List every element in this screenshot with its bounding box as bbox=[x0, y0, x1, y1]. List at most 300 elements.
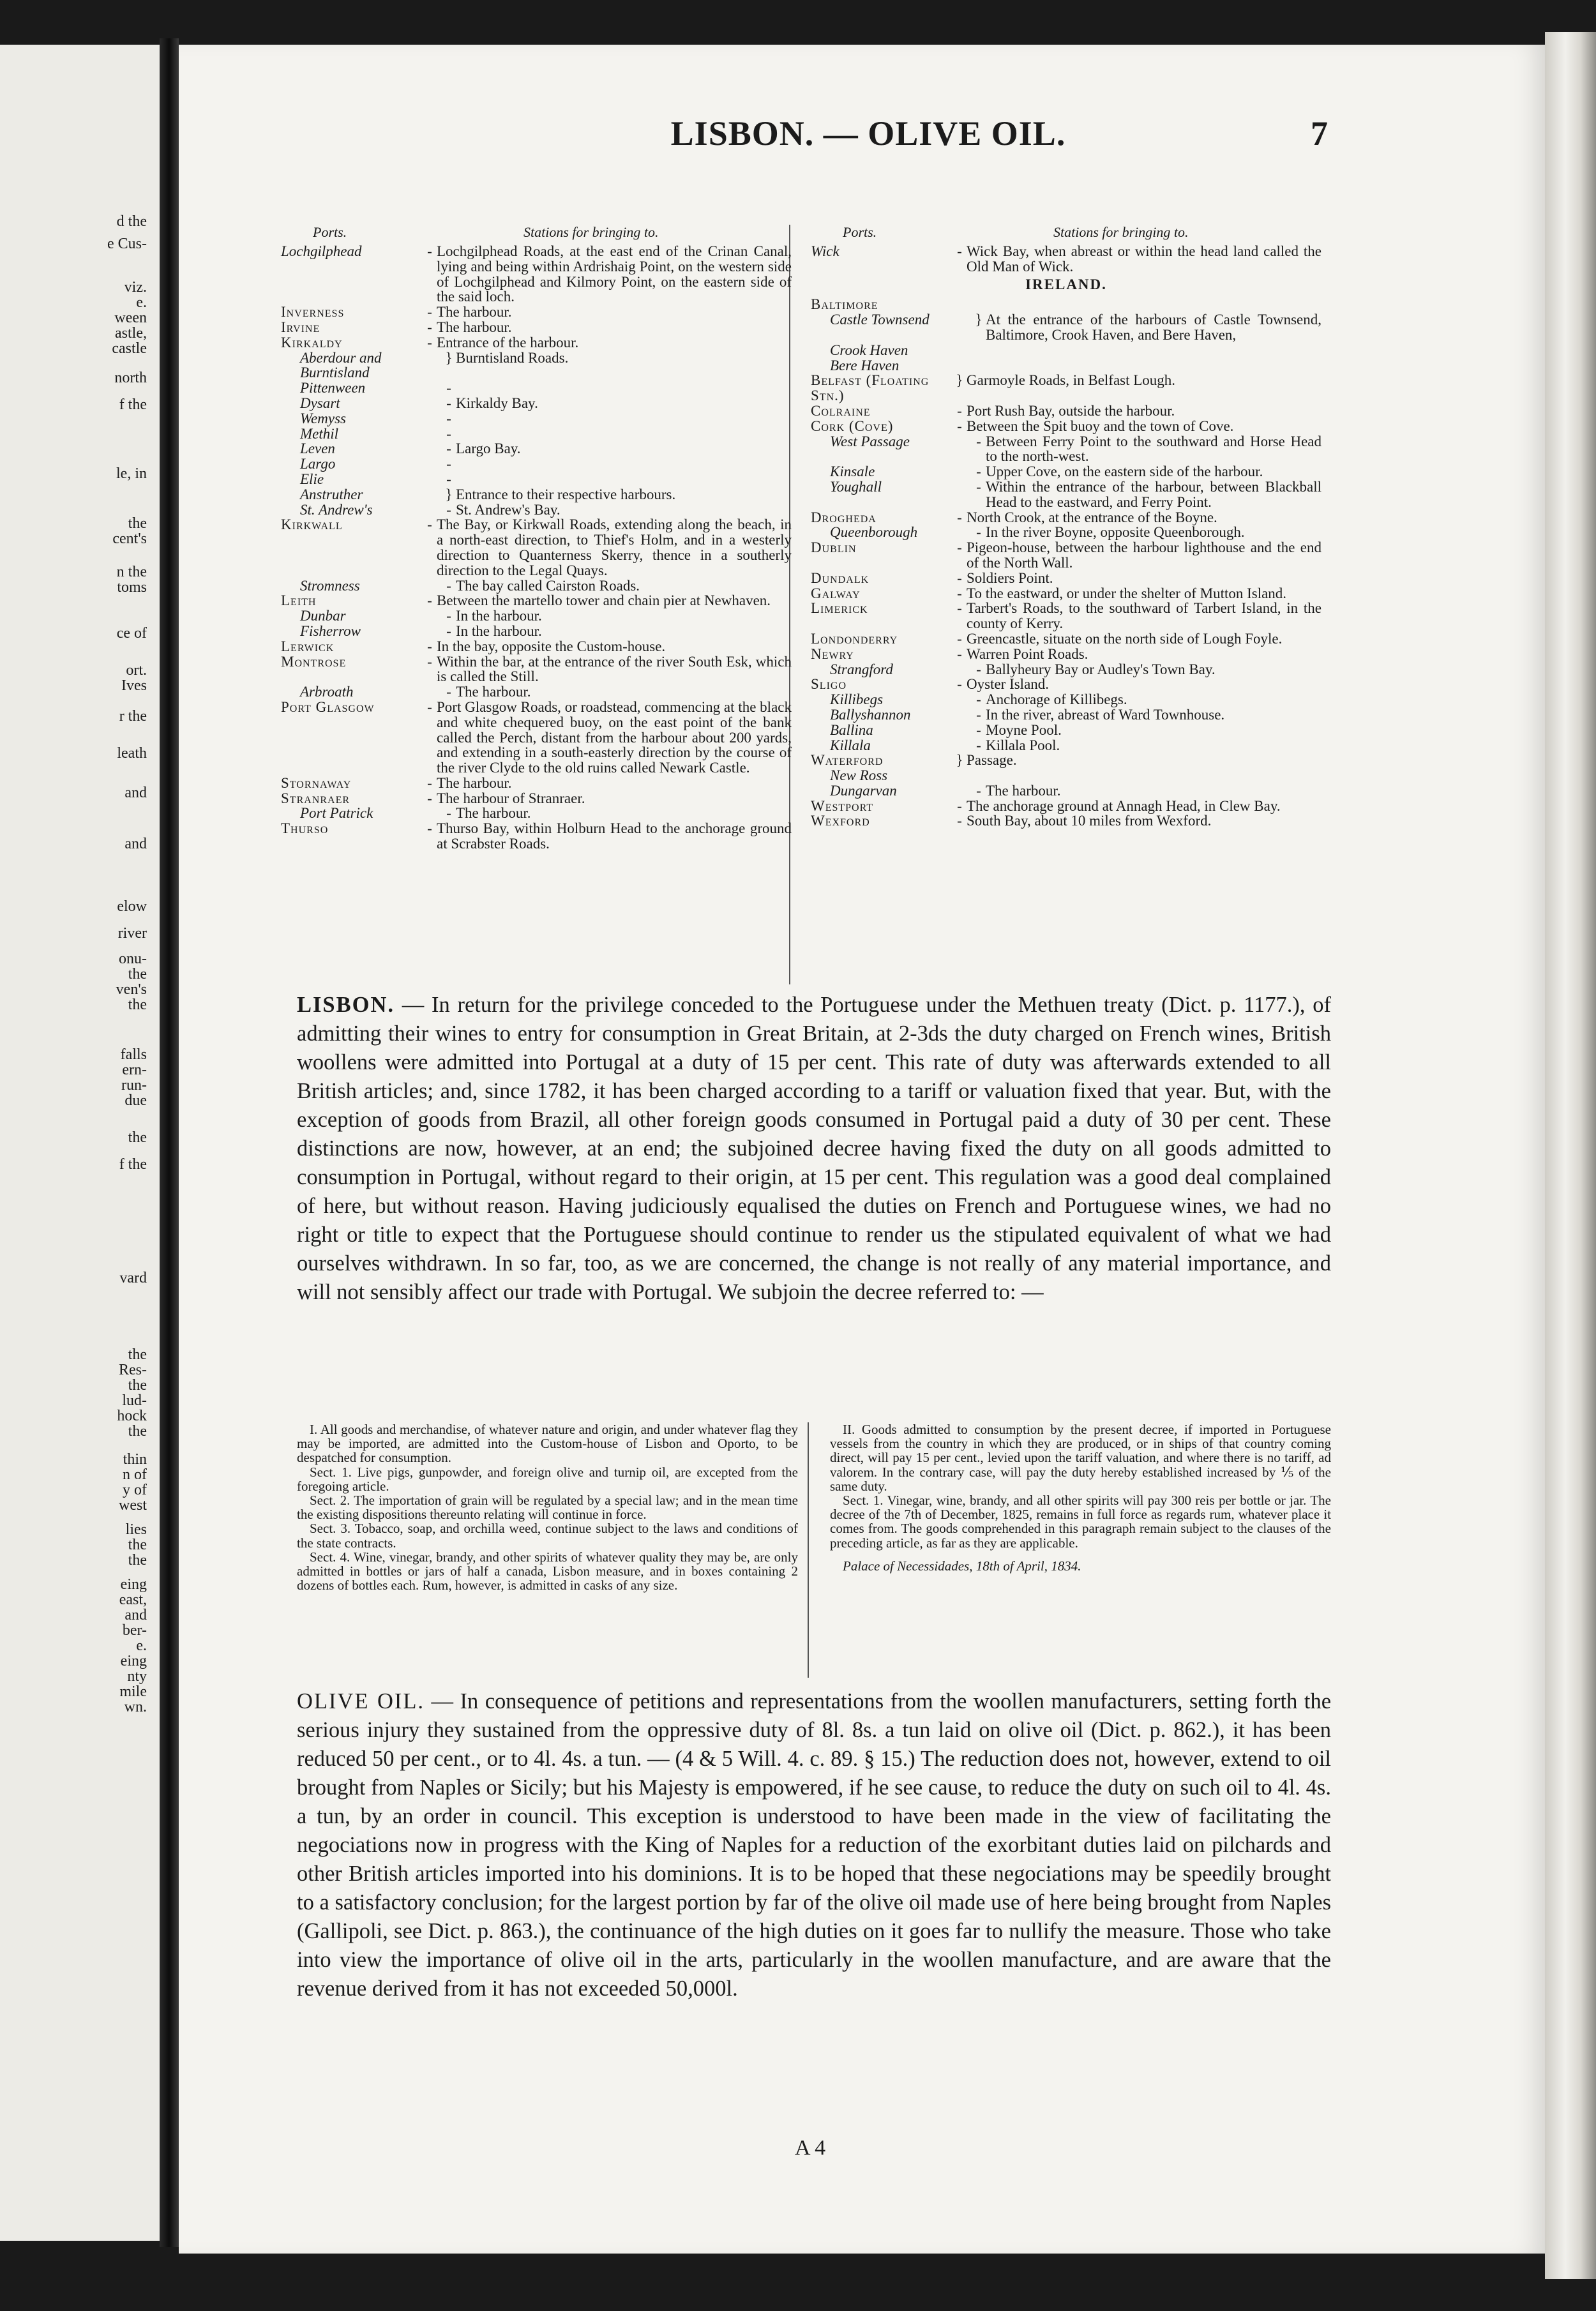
port-separator: - bbox=[446, 425, 451, 442]
port-name: Youghall bbox=[830, 478, 882, 495]
ports-table bbox=[281, 225, 1321, 984]
station-text: In the river, abreast of Ward Townhouse. bbox=[986, 706, 1225, 723]
port-row bbox=[281, 335, 792, 350]
left-page-fragment: n the bbox=[116, 564, 147, 580]
port-separator: - bbox=[446, 805, 451, 822]
left-page-fragment: north bbox=[114, 370, 147, 386]
port-name: Fisherrow bbox=[300, 622, 361, 639]
port-name: Sligo bbox=[811, 676, 847, 693]
station-text: The harbour of Stranraer. bbox=[437, 790, 585, 806]
station-text: Lochgilphead Roads, at the east end of the Crinan Canal, lying and being within Ardrishaig Point, on the western side of Lochgilphead and Kilmory Point, on the eastern side of the said loch. bbox=[437, 243, 792, 305]
port-name: Arbroath bbox=[300, 684, 354, 700]
port-name: Port Patrick bbox=[300, 805, 373, 822]
port-separator: - bbox=[976, 737, 981, 753]
page-title: LISBON. — OLIVE OIL. bbox=[670, 114, 1066, 153]
port-name: Bere Haven bbox=[830, 357, 900, 373]
port-row bbox=[811, 525, 1321, 540]
port-row bbox=[281, 350, 792, 381]
page-number: 7 bbox=[1311, 114, 1328, 153]
port-name: Cork (Cove) bbox=[811, 418, 894, 434]
port-row bbox=[811, 692, 1321, 707]
book-gutter bbox=[160, 38, 179, 2247]
left-page-fragment: f the bbox=[119, 1156, 147, 1173]
station-text: Port Glasgow Roads, or roadstead, commencing at the black and white chequered buoy, on the east point of the bank called the Perch, distant from the harbour about 200 yards, and extending in a south-easterly direction by the course of the river Clyde to the old ruins called Newark Castle. bbox=[437, 698, 792, 776]
port-separator: } bbox=[975, 312, 982, 328]
port-name: Castle Townsend bbox=[830, 312, 930, 328]
port-name: Crook Haven bbox=[830, 342, 908, 358]
port-separator: - bbox=[446, 684, 451, 700]
port-separator: - bbox=[446, 577, 451, 594]
port-name: Ballina bbox=[830, 721, 873, 738]
left-page-fragment: ween bbox=[114, 310, 147, 326]
port-separator: - bbox=[957, 509, 962, 525]
decree-clause: I. All goods and merchandise, of whatever nature and origin, and under whatever flag they may be imported, are admitted into the Custom-house of Lisbon and Oporto, to be despatched for consumption. bbox=[297, 1422, 798, 1466]
port-row bbox=[281, 441, 792, 456]
port-row bbox=[281, 456, 792, 472]
port-row bbox=[281, 380, 792, 396]
port-row bbox=[811, 753, 1321, 768]
lisbon-text: — In return for the privilege conceded to the Portuguese under the Methuen treaty (Dict. p. 1177.), of admitting their wines to entry for consumption in Great Britain, at 2-3ds the duty charged on French wines, British woollens were admitted into Portugal at a duty of 15 per cent. This rate of duty was afterwards extended to all British articles; and, since 1782, it has been charged according to a tariff or valuation fixed that year. But, with the exception of goods from Brazil, all other foreign goods consumed in Portugal paid a duty of 30 per cent. These distinctions are now, however, at an end; the subjoined decree having fixed the duty on all goods admitted to consumption in Portugal, without regard to their origin, at 15 per cent. This regulation was a good deal complained of here, but without reason. Having judiciously equalised the duties on French and Portuguese wines, we had no right or title to expect that the Portuguese should continue to render us the stipulated equivalent of what we had ourselves withdrawn. In so far, too, as we are concerned, the change is not really of any material importance, and will not sensibly affect our trade with Portugal. We subjoin the decree referred to: — bbox=[297, 993, 1331, 1304]
port-separator: - bbox=[446, 470, 451, 487]
left-page-fragment: lies bbox=[125, 1521, 147, 1538]
port-separator: - bbox=[427, 820, 432, 837]
port-row bbox=[811, 631, 1321, 647]
port-name: West Passage bbox=[830, 433, 910, 449]
port-separator: - bbox=[976, 463, 981, 480]
station-text: The bay called Cairston Roads. bbox=[456, 577, 640, 594]
port-row bbox=[811, 312, 1321, 343]
port-name: Queenborough bbox=[830, 524, 918, 541]
port-name: Inverness bbox=[281, 304, 345, 320]
station-text: North Crook, at the entrance of the Boyne. bbox=[967, 509, 1217, 525]
section-heading-ireland: IRELAND. bbox=[1025, 276, 1107, 292]
decree-column-left bbox=[297, 1422, 798, 1592]
port-name: St. Andrew's bbox=[300, 501, 373, 518]
decree-signature: Palace of Necessidades, 18th of April, 1834. bbox=[843, 1558, 1081, 1574]
port-name: Dunbar bbox=[300, 608, 346, 624]
port-name: Wexford bbox=[811, 813, 870, 829]
station-text bbox=[456, 380, 792, 396]
station-text: Passage. bbox=[967, 752, 1017, 769]
station-text: At the entrance of the harbours of Castle Townsend, Baltimore, Crook Haven, and Bere Haven, bbox=[986, 312, 1321, 343]
station-text: In the bay, opposite the Custom-house. bbox=[437, 638, 666, 654]
station-text: In the harbour. bbox=[456, 622, 542, 639]
left-page-fragment: the bbox=[128, 1377, 147, 1394]
station-text: Oyster Island. bbox=[967, 676, 1050, 693]
port-name: Newry bbox=[811, 645, 854, 662]
left-page-fragment: e. bbox=[136, 1637, 147, 1654]
port-row bbox=[811, 540, 1321, 571]
left-page-fragment: Res- bbox=[119, 1362, 147, 1378]
station-text: Thurso Bay, within Holburn Head to the anchorage ground at Scrabster Roads. bbox=[437, 820, 792, 852]
station-text: Upper Cove, on the eastern side of the harbour. bbox=[986, 463, 1263, 480]
left-page-fragment: n of bbox=[123, 1466, 147, 1483]
station-text: Warren Point Roads. bbox=[967, 645, 1088, 662]
left-page-fragment: ber- bbox=[122, 1622, 147, 1639]
port-separator: - bbox=[446, 395, 451, 411]
port-name: Wick bbox=[811, 243, 839, 259]
left-page-fragment: ce of bbox=[116, 625, 147, 642]
left-page-fragment: hock bbox=[117, 1408, 147, 1424]
left-page-fragment: r the bbox=[119, 708, 147, 725]
station-text: The harbour. bbox=[456, 684, 531, 700]
station-text: The harbour. bbox=[437, 774, 512, 791]
page-edges bbox=[1545, 32, 1596, 2279]
port-row bbox=[811, 358, 1321, 373]
port-row bbox=[811, 601, 1321, 631]
ports-column-left bbox=[281, 225, 792, 984]
port-separator: - bbox=[957, 645, 962, 662]
station-text: Soldiers Point. bbox=[967, 569, 1053, 586]
header-ports: Ports. bbox=[313, 224, 347, 240]
port-row bbox=[281, 791, 792, 806]
station-text: The harbour. bbox=[437, 304, 512, 320]
port-separator: - bbox=[446, 380, 451, 396]
left-page-fragment: leath bbox=[117, 745, 147, 762]
port-separator: - bbox=[976, 706, 981, 723]
left-page-fragment: due bbox=[124, 1092, 147, 1109]
left-page-fragment: Ives bbox=[121, 677, 147, 694]
port-name: Colraine bbox=[811, 402, 871, 419]
port-name: Limerick bbox=[811, 600, 868, 617]
signature-mark: A 4 bbox=[795, 2136, 826, 2160]
station-text bbox=[986, 358, 1321, 373]
lisbon-heading: LISBON. bbox=[297, 993, 395, 1017]
port-name: Anstruther bbox=[300, 486, 363, 502]
column-header bbox=[811, 225, 1321, 244]
left-page-fragment: toms bbox=[117, 579, 147, 596]
station-text: The harbour. bbox=[437, 319, 512, 335]
port-separator: - bbox=[427, 319, 432, 335]
port-row bbox=[281, 593, 792, 608]
left-page-fragment: river bbox=[117, 925, 147, 942]
station-text: Killala Pool. bbox=[986, 737, 1060, 753]
port-row bbox=[811, 434, 1321, 465]
port-separator: - bbox=[976, 782, 981, 799]
decree-notes bbox=[297, 1422, 1331, 1690]
port-separator: - bbox=[427, 243, 432, 259]
station-text: Kirkaldy Bay. bbox=[456, 395, 538, 411]
port-row bbox=[811, 707, 1321, 723]
port-row bbox=[811, 419, 1321, 434]
station-text: Between the Spit buoy and the town of Cove. bbox=[967, 418, 1234, 434]
port-separator: - bbox=[427, 774, 432, 791]
station-text bbox=[986, 768, 1321, 783]
left-page-fragment: the bbox=[128, 1129, 147, 1146]
port-row bbox=[811, 662, 1321, 677]
port-row bbox=[811, 738, 1321, 753]
decree-clause: Sect. 1. Vinegar, wine, brandy, and all other spirits will pay 300 reis per bottle or jar. The decree of the 7th of December, 1825, remains in full force as regards rum, whatever place it comes from. The goods comprehended in this paragraph remain subject to the clauses of the preceding article, as far as they are applicable. bbox=[830, 1493, 1331, 1551]
lisbon-paragraph bbox=[297, 991, 1331, 1307]
decree-clause: Sect. 4. Wine, vinegar, brandy, and other spirits of whatever quality they may be, are only admitted in bottles or jars of half a canada, Lisbon measure, and in boxes containing 2 dozens of bottles each. Rum, however, is admitted in casks of any size. bbox=[297, 1549, 798, 1593]
port-separator: - bbox=[427, 334, 432, 350]
port-name: Drogheda bbox=[811, 509, 877, 525]
port-row bbox=[281, 806, 792, 821]
port-separator: } bbox=[956, 372, 963, 389]
station-text bbox=[456, 456, 792, 472]
station-text: To the eastward, or under the shelter of Mutton Island. bbox=[967, 585, 1287, 601]
port-separator: - bbox=[957, 600, 962, 617]
station-text: Between the martello tower and chain pier at Newhaven. bbox=[437, 592, 771, 609]
port-separator: - bbox=[427, 304, 432, 320]
port-separator: - bbox=[427, 653, 432, 670]
port-row bbox=[811, 571, 1321, 586]
port-separator: - bbox=[976, 433, 981, 449]
port-separator: } bbox=[956, 752, 963, 769]
port-separator bbox=[952, 297, 967, 312]
port-name: Lerwick bbox=[281, 638, 335, 654]
port-row bbox=[281, 821, 792, 852]
port-name: Pittenween bbox=[300, 380, 366, 396]
station-text: Pigeon-house, between the harbour lighthouse and the end of the North Wall. bbox=[967, 539, 1321, 571]
port-row bbox=[281, 684, 792, 700]
station-text bbox=[456, 426, 792, 442]
left-page-fragment: y of bbox=[123, 1482, 147, 1498]
port-name: Largo bbox=[300, 456, 336, 472]
station-text: In the harbour. bbox=[456, 608, 542, 624]
left-page-fragment: vard bbox=[119, 1270, 147, 1286]
station-text: Within the bar, at the entrance of the river South Esk, which is called the Still. bbox=[437, 653, 792, 685]
left-page-fragment: lud- bbox=[122, 1392, 147, 1409]
port-name: Kinsale bbox=[830, 463, 875, 480]
port-separator: - bbox=[957, 539, 962, 556]
port-row bbox=[811, 783, 1321, 799]
port-name: Dungarvan bbox=[830, 782, 897, 799]
port-row bbox=[281, 426, 792, 442]
left-page-fragment: and bbox=[124, 785, 147, 801]
port-separator: - bbox=[446, 501, 451, 518]
station-text: Entrance to their respective harbours. bbox=[456, 486, 676, 502]
olive-oil-heading: OLIVE OIL. bbox=[297, 1689, 425, 1713]
port-separator: } bbox=[445, 486, 453, 502]
port-row bbox=[281, 624, 792, 639]
port-row bbox=[281, 320, 792, 335]
port-name: Stromness bbox=[300, 577, 360, 594]
station-text: Anchorage of Killibegs. bbox=[986, 691, 1127, 708]
port-separator: - bbox=[957, 402, 962, 419]
left-page-fragment: the bbox=[128, 515, 147, 532]
port-row bbox=[811, 297, 1321, 312]
port-row bbox=[281, 517, 792, 578]
left-page-fragment: west bbox=[119, 1497, 147, 1514]
port-separator: - bbox=[957, 797, 962, 814]
port-row bbox=[281, 639, 792, 654]
station-text: Largo Bay. bbox=[456, 440, 521, 457]
port-name: Galway bbox=[811, 585, 861, 601]
port-name: Irvine bbox=[281, 319, 320, 335]
station-text: Within the entrance of the harbour, between Blackball Head to the eastward, and Ferry Point. bbox=[986, 478, 1321, 510]
left-page-fragment: the bbox=[128, 1552, 147, 1569]
port-name: Montrose bbox=[281, 653, 347, 670]
port-name: Wemyss bbox=[300, 410, 346, 426]
left-page-fragment: the bbox=[128, 1346, 147, 1363]
port-row bbox=[281, 578, 792, 594]
port-name: Port Glasgow bbox=[281, 698, 375, 715]
left-page-fragment: f the bbox=[119, 396, 147, 413]
left-page-fragment: elow bbox=[117, 898, 147, 915]
port-separator: - bbox=[427, 516, 432, 533]
decree-clause: Sect. 3. Tobacco, soap, and orchilla weed, continue subject to the laws and conditions of the state contracts. bbox=[297, 1521, 798, 1551]
left-page-fragment: cent's bbox=[112, 531, 147, 547]
port-row bbox=[281, 396, 792, 411]
port-row bbox=[811, 813, 1321, 829]
left-page-fragment: e. bbox=[136, 294, 147, 311]
port-row bbox=[281, 502, 792, 518]
header-stations: Stations for bringing to. bbox=[1053, 224, 1189, 240]
left-page-fragment: ven's bbox=[116, 981, 147, 998]
port-separator: - bbox=[446, 456, 451, 472]
port-row bbox=[281, 608, 792, 624]
port-name: Londonderry bbox=[811, 630, 898, 647]
station-text: Entrance of the harbour. bbox=[437, 334, 579, 350]
port-separator: - bbox=[957, 630, 962, 647]
port-row bbox=[281, 472, 792, 487]
header-ports: Ports. bbox=[843, 224, 877, 240]
port-name: Aberdour and Burntisland bbox=[300, 349, 382, 381]
station-text: Garmoyle Roads, in Belfast Lough. bbox=[967, 372, 1176, 389]
port-separator: - bbox=[427, 638, 432, 654]
port-row bbox=[811, 723, 1321, 738]
port-separator: - bbox=[976, 661, 981, 677]
left-page-fragment: ort. bbox=[126, 662, 147, 679]
station-text: Wick Bay, when abreast or within the head land called the Old Man of Wick. bbox=[967, 243, 1321, 275]
left-page-fragment: thin bbox=[123, 1451, 147, 1468]
decree-clause: Sect. 1. Live pigs, gunpowder, and foreign olive and turnip oil, are excepted from the foregoing article. bbox=[297, 1464, 798, 1494]
port-row bbox=[811, 768, 1321, 783]
port-name: Stornaway bbox=[281, 774, 352, 791]
port-separator: } bbox=[445, 349, 453, 366]
left-page-fragment: eing bbox=[120, 1576, 147, 1593]
port-name: Belfast (Floating Stn.) bbox=[811, 372, 930, 404]
port-name: Lochgilphead bbox=[281, 243, 362, 259]
port-separator: - bbox=[976, 691, 981, 708]
port-row bbox=[281, 244, 792, 305]
port-name: Leith bbox=[281, 592, 317, 609]
left-page-fragment: le, in bbox=[116, 465, 147, 482]
port-name: Waterford bbox=[811, 752, 884, 769]
station-text: Between Ferry Point to the southward and Horse Head to the north-west. bbox=[986, 433, 1321, 465]
olive-oil-text: — In consequence of petitions and representations from the woollen manufacturers, setting forth the serious injury they sustained from the oppressive duty of 8l. 8s. a tun laid on olive oil (Dict. p. 862.), it has been reduced 50 per cent., or to 4l. 4s. a tun. — (4 & 5 Will. 4. c. 89. § 15.) The reduction does not, however, extend to oil brought from Naples or Sicily; but his Majesty is empowered, if he see cause, to reduce the duty on such oil to 4l. 4s. a tun, by an order in council. This exception is understood to have been made in the view of facilitating the negociations now in progress with the King of Naples for a reduction of the exorbitant duties laid on pilchards and other British articles imported into his dominions. It is to be hoped that these negociations may be speedily brought to a satisfactory conclusion; for the largest portion by far of the olive oil made use of here being brought from Naples (Gallipoli, see Dict. p. 863.), the continuance of the high duties on it goes far to nullify the measure. Those who take into view the importance of olive oil in the arts, particularly in the woollen manufacture, and are aware that the revenue derived from it has not exceeded 50,000l. bbox=[297, 1689, 1332, 2001]
port-name: Thurso bbox=[281, 820, 329, 837]
column-header bbox=[281, 225, 792, 244]
port-name: Elie bbox=[300, 470, 324, 487]
left-page-fragment: e Cus- bbox=[107, 236, 147, 252]
left-page-fragment: falls bbox=[120, 1046, 147, 1063]
left-page-fragment: the bbox=[128, 966, 147, 982]
left-facing-page bbox=[0, 45, 160, 2241]
port-name: Westport bbox=[811, 797, 874, 814]
left-page-fragment: mile bbox=[119, 1683, 147, 1700]
port-row bbox=[811, 586, 1321, 601]
port-name: Stranraer bbox=[281, 790, 350, 806]
station-text: The anchorage ground at Annagh Head, in Clew Bay. bbox=[967, 797, 1281, 814]
port-row bbox=[281, 654, 792, 685]
port-separator: - bbox=[427, 592, 432, 609]
port-row bbox=[281, 776, 792, 791]
port-row bbox=[811, 479, 1321, 510]
station-text: Port Rush Bay, outside the harbour. bbox=[967, 402, 1175, 419]
port-separator: - bbox=[446, 410, 451, 426]
left-page-fragment: and bbox=[124, 836, 147, 852]
port-name: Kirkaldy bbox=[281, 334, 343, 350]
port-separator: - bbox=[957, 676, 962, 693]
left-page-fragment: eing bbox=[120, 1653, 147, 1669]
left-page-fragment: nty bbox=[127, 1668, 147, 1685]
station-text: Tarbert's Roads, to the southward of Tarbert Island, in the county of Kerry. bbox=[967, 600, 1321, 632]
station-text: The Bay, or Kirkwall Roads, extending along the beach, in a north-east direction, to Thief's Holm, and in a westerly direction to Quanterness Skerry, thence in a southerly direction to the Legal Quays. bbox=[437, 516, 792, 578]
decree-column-right bbox=[830, 1422, 1331, 1573]
left-page-fragment: wn. bbox=[124, 1699, 147, 1715]
port-separator: - bbox=[446, 440, 451, 457]
left-page-fragment: the bbox=[128, 1537, 147, 1553]
station-text: South Bay, about 10 miles from Wexford. bbox=[967, 813, 1212, 829]
port-separator: - bbox=[957, 585, 962, 601]
port-row bbox=[281, 700, 792, 776]
port-name: Methil bbox=[300, 425, 339, 442]
port-name: Dundalk bbox=[811, 569, 870, 586]
left-page-fragment: and bbox=[124, 1607, 147, 1623]
port-separator bbox=[972, 358, 986, 373]
left-page-fragment: east, bbox=[119, 1592, 147, 1608]
port-name: Killibegs bbox=[830, 691, 884, 708]
port-row bbox=[281, 487, 792, 502]
port-separator bbox=[972, 768, 986, 783]
port-separator: - bbox=[957, 569, 962, 586]
left-page-fragment: astle, bbox=[115, 325, 147, 342]
port-name: New Ross bbox=[830, 767, 888, 784]
port-name: Baltimore bbox=[811, 296, 878, 313]
port-separator: - bbox=[427, 790, 432, 806]
left-page-fragment: run- bbox=[121, 1077, 147, 1094]
left-page-fragment: d the bbox=[116, 213, 147, 230]
port-name: Ballyshannon bbox=[830, 706, 911, 723]
left-page-fragment: the bbox=[128, 997, 147, 1013]
notes-rule bbox=[808, 1422, 809, 1678]
port-separator: - bbox=[976, 524, 981, 541]
decree-clause: II. Goods admitted to consumption by the present decree, if imported in Portuguese vessels from the country in which they are produced, or in ships of that country coming direct, will pay 15 per cent., levied upon the tariff valuation, and where there is no tariff, ad valorem. In the contrary case, will pay the duty hereby established increased by ⅕ of the same duty. bbox=[830, 1422, 1331, 1494]
station-text bbox=[967, 297, 1321, 312]
station-text: The harbour. bbox=[986, 782, 1061, 799]
port-row bbox=[811, 343, 1321, 358]
olive-oil-paragraph bbox=[297, 1687, 1331, 2003]
port-separator: - bbox=[957, 813, 962, 829]
port-row bbox=[281, 411, 792, 426]
port-row bbox=[811, 799, 1321, 814]
left-page-fragment: the bbox=[128, 1423, 147, 1440]
port-row bbox=[811, 464, 1321, 479]
running-header bbox=[409, 114, 1328, 165]
station-text bbox=[456, 472, 792, 487]
port-row bbox=[281, 305, 792, 320]
port-separator: - bbox=[957, 418, 962, 434]
port-separator: - bbox=[427, 698, 432, 715]
port-row bbox=[811, 403, 1321, 419]
port-name: Killala bbox=[830, 737, 871, 753]
port-name: Kirkwall bbox=[281, 516, 343, 533]
left-page-fragment: onu- bbox=[119, 951, 147, 967]
station-text bbox=[456, 411, 792, 426]
port-name: Dysart bbox=[300, 395, 340, 411]
left-page-fragment: ern- bbox=[122, 1062, 147, 1078]
station-text: St. Andrew's Bay. bbox=[456, 501, 561, 518]
station-text: Burntisland Roads. bbox=[456, 349, 569, 366]
left-page-fragment: castle bbox=[112, 340, 147, 357]
port-separator bbox=[972, 343, 986, 358]
port-name: Strangford bbox=[830, 661, 893, 677]
decree-clause: Sect. 2. The importation of grain will be regulated by a special law; and in the mean time the existing dispositions thereunto relating will continue in force. bbox=[297, 1493, 798, 1523]
left-page-fragment: viz. bbox=[124, 279, 147, 296]
port-separator: - bbox=[446, 622, 451, 639]
